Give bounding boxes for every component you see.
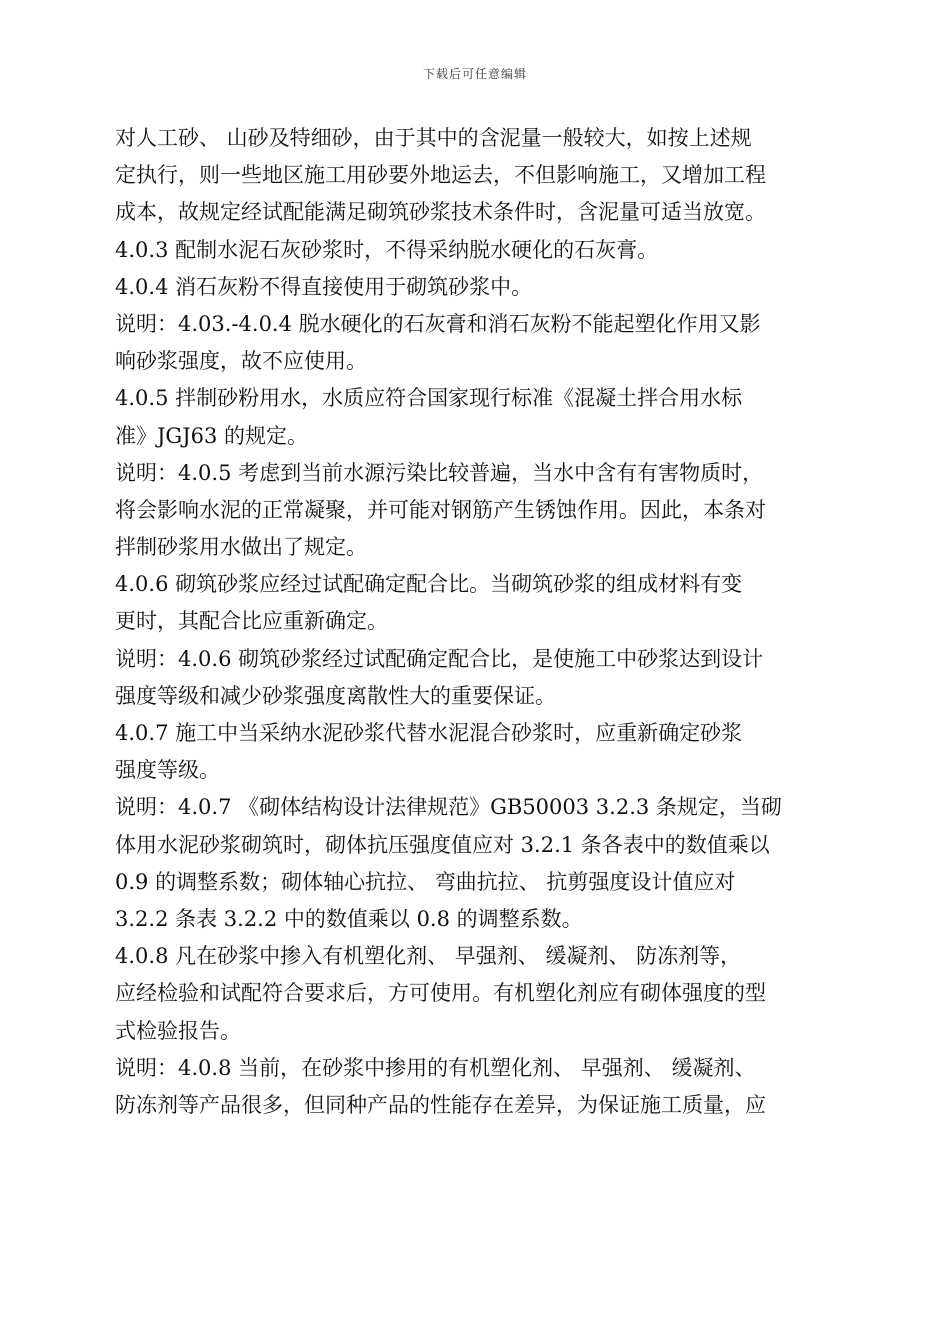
text-line: 准》JGJ63 的规定。 xyxy=(115,423,309,448)
text-line: 3.2.2 条表 3.2.2 中的数值乘以 0.8 的调整系数。 xyxy=(115,906,583,931)
text-line: 更时，其配合比应重新确定。 xyxy=(115,609,388,634)
text-line: 强度等级和减少砂浆强度离散性大的重要保证。 xyxy=(115,683,556,708)
text-line: 式检验报告。 xyxy=(115,1018,241,1043)
text-line: 应经检验和试配符合要求后，方可使用。有机塑化剂应有砌体强度的型 xyxy=(115,981,766,1006)
note-4-0-7: 说明：4.0.7 《砌体结构设计法律规范》GB50003 3.2.3 条规定，当砌 xyxy=(115,795,782,820)
text-line: 成本，故规定经试配能满足砌筑砂浆技术条件时，含泥量可适当放宽。 xyxy=(115,200,766,225)
text-line: 将会影响水泥的正常凝聚，并可能对钢筋产生锈蚀作用。因此，本条对 xyxy=(115,497,766,522)
clause-4-0-8: 4.0.8 凡在砂浆中掺入有机塑化剂、 早强剂、 缓凝剂、 防冻剂等， xyxy=(115,944,742,969)
note-4-0-8: 说明：4.0.8 当前，在砂浆中掺用的有机塑化剂、 早强剂、 缓凝剂、 xyxy=(115,1055,756,1080)
document-body xyxy=(115,120,840,1124)
text-line: 体用水泥砂浆砌筑时，砌体抗压强度值应对 3.2.1 条各表中的数值乘以 xyxy=(115,832,770,857)
text-line: 防冻剂等产品很多，但同种产品的性能存在差异，为保证施工质量，应 xyxy=(115,1092,766,1117)
text-line: 0.9 的调整系数；砌体轴心抗拉、 弯曲抗拉、 抗剪强度设计值应对 xyxy=(115,869,736,894)
text-line: 拌制砂浆用水做出了规定。 xyxy=(115,535,367,560)
text-line: 定执行，则一些地区施工用砂要外地运去，不但影响施工，又增加工程 xyxy=(115,163,766,188)
clause-4-0-3: 4.0.3 配制水泥石灰砂浆时，不得采纳脱水硬化的石灰膏。 xyxy=(115,237,659,262)
text-line: 响砂浆强度，故不应使用。 xyxy=(115,349,367,374)
page-header: 下载后可任意编辑 xyxy=(422,67,527,81)
note-4-0-6: 说明：4.0.6 砌筑砂浆经过试配确定配合比，是使施工中砂浆达到设计 xyxy=(115,646,764,671)
text-line: 对人工砂、 山砂及特细砂，由于其中的含泥量一般较大，如按上述规 xyxy=(115,126,752,150)
text-line: 强度等级。 xyxy=(115,758,220,783)
note-4-0-3-4: 说明：4.03.-4.0.4 脱水硬化的石灰膏和消石灰粉不能起塑化作用又影 xyxy=(115,311,761,336)
clause-4-0-7: 4.0.7 施工中当采纳水泥砂浆代替水泥混合砂浆时，应重新确定砂浆 xyxy=(115,721,743,745)
clause-4-0-6: 4.0.6 砌筑砂浆应经过试配确定配合比。当砌筑砂浆的组成材料有变 xyxy=(115,572,743,597)
note-4-0-5: 说明：4.0.5 考虑到当前水源污染比较普遍，当水中含有有害物质时， xyxy=(115,460,764,485)
clause-4-0-5: 4.0.5 拌制砂粉用水，水质应符合国家现行标准《混凝土拌合用水标 xyxy=(115,386,743,411)
clause-4-0-4: 4.0.4 消石灰粉不得直接使用于砌筑砂浆中。 xyxy=(115,274,533,299)
